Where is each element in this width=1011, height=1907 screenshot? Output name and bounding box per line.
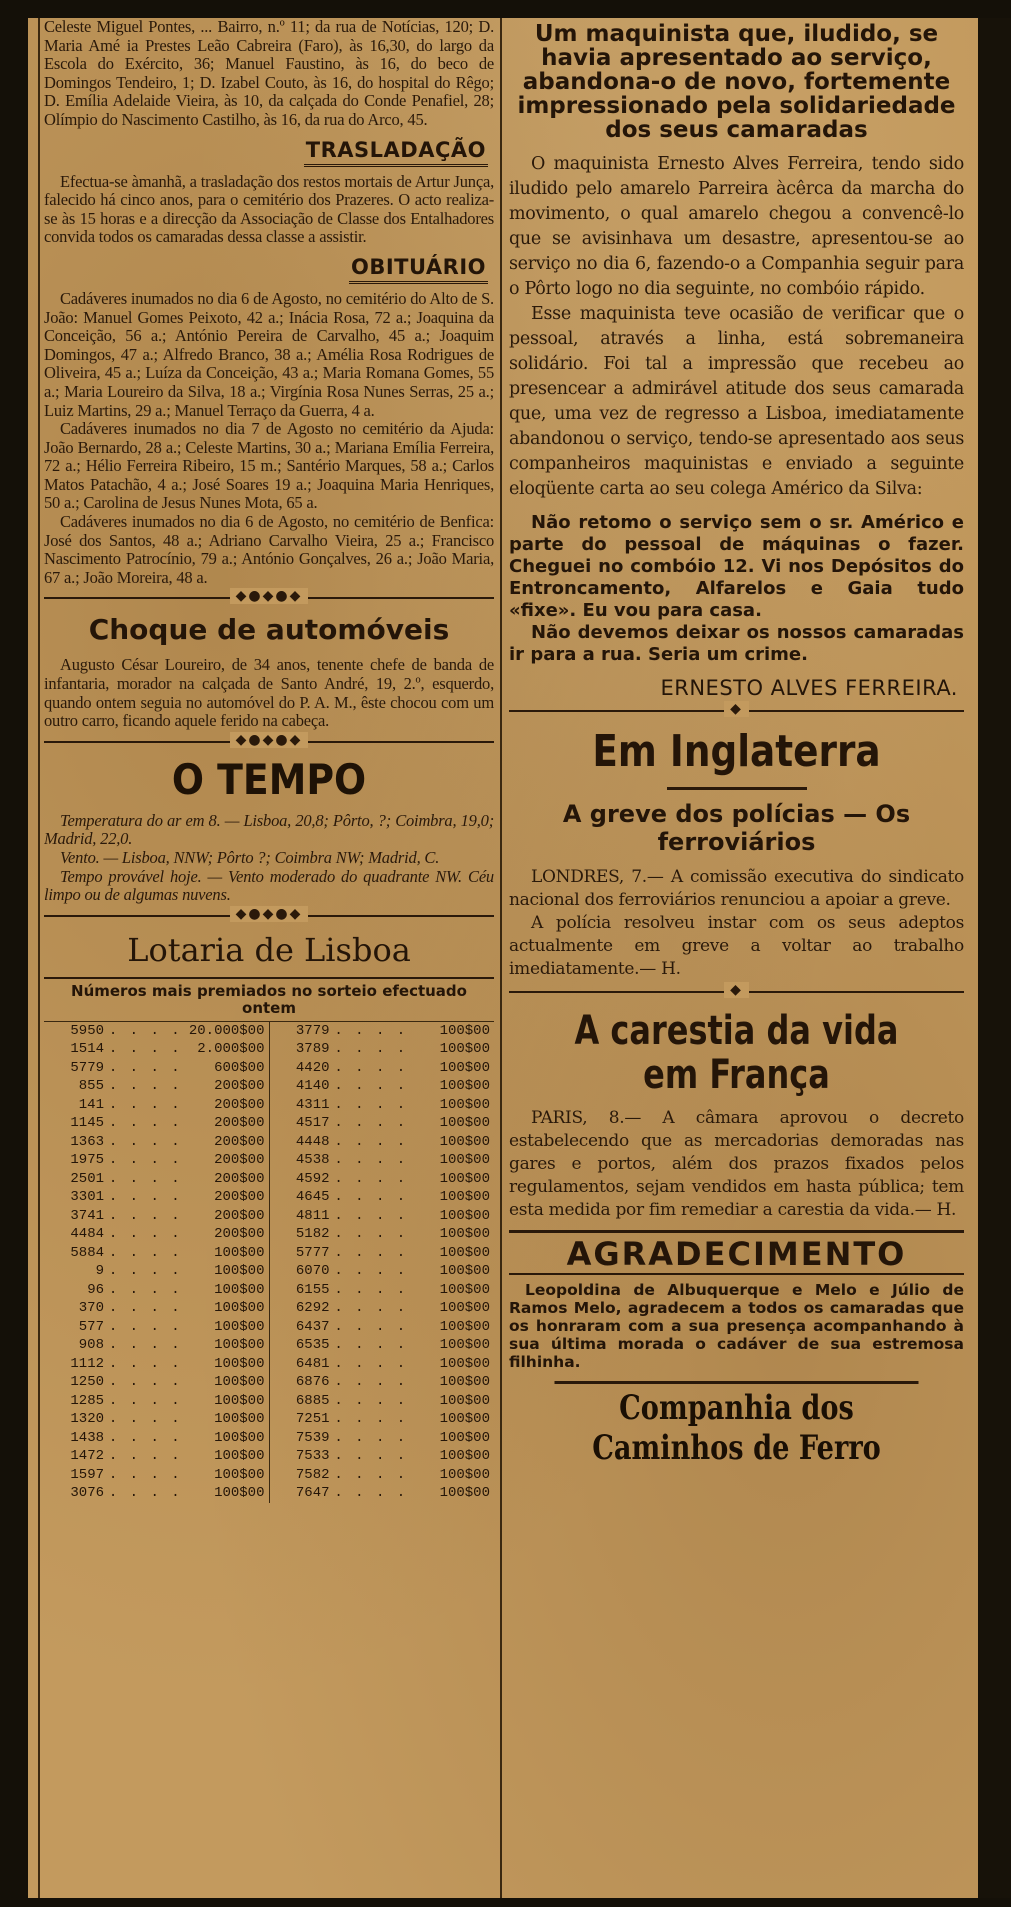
leader-dots: . . . . [108, 1466, 182, 1483]
lottery-number: 4484 [70, 1226, 104, 1243]
lotaria-subtitle: Números mais premiados no sorteio efectuado ontem [44, 977, 494, 1017]
lottery-row [44, 1355, 269, 1374]
leader-dots: . . . . [108, 1337, 182, 1354]
lottery-number: 2501 [70, 1170, 104, 1187]
ornament-divider: ◆●◆●◆ [44, 597, 494, 613]
lottery-prize: 200$00 [214, 1226, 265, 1243]
lottery-prize: 2.000$00 [197, 1041, 265, 1058]
lottery-number: 1250 [70, 1374, 104, 1391]
leader-dots: . . . . [334, 1448, 408, 1465]
lottery-prize: 100$00 [439, 1485, 490, 1502]
leader-dots: . . . . [334, 1318, 408, 1335]
lottery-row [270, 1022, 495, 1041]
lottery-prize: 100$00 [439, 1041, 490, 1058]
lottery-prize: 100$00 [439, 1392, 490, 1409]
leader-dots: . . . . [108, 1485, 182, 1502]
leader-dots: . . . . [108, 1133, 182, 1150]
left-column [44, 18, 494, 1898]
lottery-row [270, 1225, 495, 1244]
lottery-prize: 100$00 [439, 1300, 490, 1317]
leader-dots: . . . . [108, 1281, 182, 1298]
newspaper-clipping [28, 18, 978, 1898]
leader-dots: . . . . [334, 1244, 408, 1261]
lottery-row [44, 1077, 269, 1096]
leader-dots: . . . . [108, 1318, 182, 1335]
leader-dots: . . . . [334, 1096, 408, 1113]
lottery-row [270, 1114, 495, 1133]
lottery-row [270, 1133, 495, 1152]
lottery-row [44, 1059, 269, 1078]
lottery-prize: 200$00 [214, 1207, 265, 1224]
lottery-prize: 100$00 [439, 1189, 490, 1206]
lottery-number: 7539 [295, 1429, 330, 1446]
leader-dots: . . . . [334, 1411, 408, 1428]
lottery-prize: 100$00 [439, 1337, 490, 1354]
lottery-number: 1514 [70, 1041, 104, 1058]
lottery-number: 7647 [295, 1485, 330, 1502]
lottery-prize: 100$00 [439, 1374, 490, 1391]
leader-dots: . . . . [334, 1485, 408, 1502]
leader-dots: . . . . [108, 1152, 182, 1169]
funerals-text: Celeste Miguel Pontes, ... Bairro, n.º 11; da rua de Notícias, 120; D. Maria Amé ia Prestes Leão Cabreira (Faro), às 16,30, do largo da Escola do Exército, 36; Manuel Faustino, às 16, do beco de Domingos Tendeiro, 1; D. Izabel Couto, às 16, do hospital do Rêgo; D. Emília Adelaide Vieira, às 10, da calçada do Conde Penafiel, 28; Olímpio do Nascimento Castilho, às 16, da rua do Arco, 45. [44, 18, 494, 129]
lottery-prize: 100$00 [214, 1411, 265, 1428]
lottery-row [270, 1262, 495, 1281]
lottery-number: 4538 [295, 1152, 330, 1169]
lottery-row [44, 1410, 269, 1429]
leader-dots: . . . . [108, 1244, 182, 1261]
leader-dots: . . . . [334, 1152, 408, 1169]
tempo-wind: Vento. — Lisboa, NNW; Pôrto ?; Coimbra NW; Madrid, C. [60, 848, 440, 867]
ornament-divider: ◆●◆●◆ [44, 741, 494, 757]
tempo-title: O TEMPO [171, 754, 367, 804]
lottery-number: 7251 [295, 1411, 330, 1428]
lottery-prize: 100$00 [439, 1096, 490, 1113]
lottery-row [270, 1373, 495, 1392]
leader-dots: . . . . [108, 1226, 182, 1243]
lottery-prize: 100$00 [214, 1374, 265, 1391]
lottery-number: 4811 [295, 1207, 330, 1224]
leader-dots: . . . . [334, 1337, 408, 1354]
lottery-prize: 100$00 [439, 1152, 490, 1169]
leader-dots: . . . . [108, 1096, 182, 1113]
lottery-row [270, 1244, 495, 1263]
ornament-divider: ◆●◆●◆ [44, 915, 494, 931]
lottery-results-table [44, 1021, 494, 1503]
lottery-number: 1472 [70, 1448, 104, 1465]
leader-dots: . . . . [108, 1189, 182, 1206]
lottery-prize: 100$00 [214, 1355, 265, 1372]
leader-dots: . . . . [108, 1078, 182, 1095]
lottery-row [44, 1151, 269, 1170]
lottery-prize: 100$00 [439, 1115, 490, 1132]
obituary-ajuda: Cadáveres inumados no dia 7 de Agosto no cemitério da Ajuda: João Bernardo, 28 a.; Celeste Martins, 30 a.; Mariana Emília Ferreira, 72 a.; Hélio Ferreira Ribeiro, 15 m.; Santério Marques, 58 a.; Carlos Matos Patachão, 4 a.; José Soares 19 a.; Joaquina Maria Henriques, 50 a.; Carolina de Jesus Nunes Mota, 65 a. [44, 419, 494, 513]
lottery-row [44, 1336, 269, 1355]
lottery-number: 6070 [295, 1263, 330, 1280]
lottery-prize: 100$00 [439, 1133, 490, 1150]
leader-dots: . . . . [334, 1078, 408, 1095]
lottery-number: 7533 [295, 1448, 330, 1465]
lottery-number: 96 [87, 1281, 104, 1298]
greve-headline: A greve dos polícias — Os ferroviários [562, 800, 911, 856]
leader-dots: . . . . [108, 1300, 182, 1317]
tempo-temperature: Temperatura do ar em 8. — Lisboa, 20,8; Pôrto, ?; Coimbra, 19,0; Madrid, 22,0. [44, 810, 494, 849]
scan-margin [978, 18, 1011, 1898]
lottery-row [44, 1429, 269, 1448]
lottery-number: 4140 [295, 1078, 330, 1095]
leader-dots: . . . . [334, 1189, 408, 1206]
lottery-row [44, 1373, 269, 1392]
lottery-row [44, 1188, 269, 1207]
lottery-number: 6481 [295, 1355, 330, 1372]
lottery-number: 5182 [295, 1226, 330, 1243]
lottery-row [44, 1022, 269, 1041]
lottery-number: 6535 [295, 1337, 330, 1354]
lotaria-title: Lotaria de Lisboa [127, 930, 411, 969]
lottery-number: 3779 [295, 1022, 330, 1039]
lottery-row [44, 1281, 269, 1300]
leader-dots: . . . . [334, 1429, 408, 1446]
lottery-prize: 100$00 [214, 1263, 265, 1280]
lottery-row [44, 1484, 269, 1503]
lottery-prize: 100$00 [439, 1170, 490, 1187]
lottery-prize: 100$00 [214, 1392, 265, 1409]
lottery-prize: 200$00 [214, 1133, 265, 1150]
obituary-benfica: Cadáveres inumados no dia 6 de Agosto, no cemitério de Benfica: José dos Santos, 48 a.; Adriano Carvalho Vieira, 25 a.; Francisco Nascimento Patrocínio, 79 a.; António Gonçalves, 26 a.; João Maria, 67 a.; João Moreira, 48 a. [44, 512, 494, 587]
leader-dots: . . . . [334, 1170, 408, 1187]
lottery-number: 577 [78, 1318, 104, 1335]
heading-rule [667, 787, 807, 790]
leader-dots: . . . . [108, 1041, 182, 1058]
leader-dots: . . . . [108, 1263, 182, 1280]
leader-dots: . . . . [108, 1411, 182, 1428]
carestia-text: PARIS, 8.— A câmara aprovou o decreto estabelecendo que as mercadorias demoradas nas gares e portos, além dos prazos fixados pelos regulamentos, sejam vendidos em hasta pública; tem esta medida por fim remediar a carestia da vida.— H. [509, 1108, 964, 1220]
lottery-number: 7582 [295, 1466, 330, 1483]
lottery-prize: 100$00 [439, 1318, 490, 1335]
maquinista-paragraph-1: O maquinista Ernesto Alves Ferreira, tendo sido iludido pelo amarelo Parreira àcêrca da marcha do movimento, o qual amarelo chegou a convencê-lo que se avisinhava um desastre, apresentou-se ao serviço no dia 6, fazendo-o a Companhia seguir para o Pôrto logo no dia seguinte, no combóio rápido. [509, 154, 964, 299]
letter-paragraph-2: Não devemos deixar os nossos camaradas ir para a rua. Seria um crime. [509, 622, 964, 665]
lottery-row [44, 1447, 269, 1466]
lottery-row [270, 1484, 495, 1503]
lottery-row [270, 1410, 495, 1429]
lottery-number: 4517 [295, 1115, 330, 1132]
leader-dots: . . . . [334, 1022, 408, 1039]
leader-dots: . . . . [334, 1392, 408, 1409]
lottery-prize: 100$00 [439, 1022, 490, 1039]
lottery-number: 1320 [70, 1411, 104, 1428]
leader-dots: . . . . [334, 1041, 408, 1058]
lottery-row [270, 1151, 495, 1170]
lottery-row [270, 1170, 495, 1189]
lottery-prize: 100$00 [439, 1244, 490, 1261]
lottery-column-1 [44, 1022, 269, 1503]
maquinista-paragraph-2: Esse maquinista teve ocasião de verificar que o pessoal, através a linha, está sobremaneira solidário. Foi tal a impressão que recebeu ao presencear a admirável atitude dos seus camarada que, uma vez de regresso a Lisboa, imediatamente abandonou o serviço, tendo-se apresentado aos seus companheiros maquinistas e enviado a seguinte eloqüente carta ao seu colega Américo da Silva: [509, 304, 964, 499]
column-divider [500, 18, 502, 1898]
obituary-alto-sao-joao: Cadáveres inumados no dia 6 de Agosto, no cemitério do Alto de S. João: Manuel Gomes Peixoto, 42 a.; Inácia Rosa, 72 a.; Joaquina da Conceição, 56 a.; António Pereira de Carvalho, 45 a.; Joaquim Domingos, 47 a.; Alfredo Branco, 38 a.; Amélia Rosa Rodrigues de Oliveira, 45 a.; Luíza da Conceição, 43 a.; Maria Romana Gomes, 55 a.; Maria Loureiro da Silva, 18 a.; Virgínia Rosa Nunes Serras, 25 a.; Luiz Martins, 29 a.; Manuel Terraço da Guerra, 4 a. [44, 288, 494, 420]
leader-dots: . . . . [108, 1374, 182, 1391]
lottery-row [270, 1059, 495, 1078]
lottery-number: 1363 [70, 1133, 104, 1150]
lottery-number: 5777 [295, 1244, 330, 1261]
leader-dots: . . . . [108, 1429, 182, 1446]
lottery-row [44, 1244, 269, 1263]
greve-paragraph-2: A polícia resolveu instar com os seus adeptos actualmente em greve a voltar ao trabalho imediatamente.— H. [509, 913, 964, 979]
leader-dots: . . . . [108, 1392, 182, 1409]
lottery-prize: 100$00 [439, 1059, 490, 1076]
leader-dots: . . . . [334, 1059, 408, 1076]
lottery-number: 4592 [295, 1170, 330, 1187]
lottery-row [44, 1318, 269, 1337]
lottery-prize: 100$00 [439, 1466, 490, 1483]
lottery-prize: 20.000$00 [188, 1022, 265, 1039]
lottery-number: 6292 [295, 1300, 330, 1317]
ornament-divider: ◆ [509, 710, 964, 726]
lottery-row [270, 1392, 495, 1411]
lottery-row [270, 1299, 495, 1318]
lottery-number: 908 [78, 1337, 104, 1354]
leader-dots: . . . . [108, 1059, 182, 1076]
lottery-number: 5950 [70, 1022, 104, 1039]
leader-dots: . . . . [108, 1448, 182, 1465]
trasladacao-heading: TRASLADAÇÃO [304, 138, 488, 167]
lottery-row [44, 1114, 269, 1133]
lottery-number: 1597 [70, 1466, 104, 1483]
lottery-prize: 200$00 [214, 1115, 265, 1132]
lottery-prize: 100$00 [214, 1485, 265, 1502]
lottery-prize: 200$00 [214, 1189, 265, 1206]
lottery-row [270, 1318, 495, 1337]
letter-signature: ERNESTO ALVES FERREIRA. [660, 676, 958, 700]
lottery-prize: 200$00 [214, 1170, 265, 1187]
greve-paragraph-1: LONDRES, 7.— A comissão executiva do sindicato nacional dos ferroviários renunciou a apoiar a greve. [509, 867, 964, 910]
lottery-prize: 100$00 [214, 1244, 265, 1261]
lottery-number: 6876 [295, 1374, 330, 1391]
leader-dots: . . . . [334, 1115, 408, 1132]
lottery-prize: 100$00 [214, 1466, 265, 1483]
lottery-number: 4448 [295, 1133, 330, 1150]
lottery-row [44, 1392, 269, 1411]
lottery-row [44, 1040, 269, 1059]
leader-dots: . . . . [334, 1133, 408, 1150]
lottery-prize: 200$00 [214, 1152, 265, 1169]
leader-dots: . . . . [108, 1170, 182, 1187]
lottery-number: 1975 [70, 1152, 104, 1169]
lottery-number: 5779 [70, 1059, 104, 1076]
lottery-prize: 100$00 [439, 1263, 490, 1280]
lottery-prize: 100$00 [439, 1429, 490, 1446]
maquinista-headline: Um maquinista que, iludido, se havia apresentado ao serviço, abandona-o de novo, fortemente impressionado pela solidariedade dos seus camaradas [517, 21, 956, 143]
lottery-prize: 100$00 [439, 1448, 490, 1465]
lottery-number: 1145 [70, 1115, 104, 1132]
lottery-number: 855 [78, 1078, 104, 1095]
lottery-row [44, 1262, 269, 1281]
carestia-title: A carestia da vida em França [574, 1008, 899, 1098]
left-border-rule [38, 18, 40, 1898]
lottery-row [44, 1096, 269, 1115]
choque-text: Augusto César Loureiro, de 34 anos, tenente chefe de banda de infantaria, morador na calçada de Santo André, 19, 2.º, esquerdo, quando ontem seguia no automóvel do P. A. M., êste chocou com um outro carro, ficando aquele ferido na cabeça. [44, 655, 494, 731]
ornament-divider: ◆ [509, 991, 964, 1007]
tempo-forecast: Tempo provável hoje. — Vento moderado do quadrante NW. Céu limpo ou de algumas nuvens. [44, 866, 494, 905]
leader-dots: . . . . [108, 1115, 182, 1132]
lottery-prize: 100$00 [439, 1281, 490, 1298]
lottery-number: 6155 [295, 1281, 330, 1298]
lottery-number: 3789 [295, 1041, 330, 1058]
obituario-heading: OBITUÁRIO [349, 255, 488, 284]
lottery-prize: 100$00 [439, 1226, 490, 1243]
lottery-row [270, 1077, 495, 1096]
lottery-row [270, 1096, 495, 1115]
lottery-row [44, 1207, 269, 1226]
lottery-row [270, 1336, 495, 1355]
leader-dots: . . . . [108, 1355, 182, 1372]
lottery-prize: 100$00 [214, 1337, 265, 1354]
lottery-prize: 200$00 [214, 1096, 265, 1113]
leader-dots: . . . . [334, 1207, 408, 1224]
leader-dots: . . . . [108, 1022, 182, 1039]
lottery-prize: 100$00 [439, 1078, 490, 1095]
companhia-title: Companhia dos Caminhos de Ferro [555, 1381, 919, 1468]
lottery-prize: 100$00 [214, 1318, 265, 1335]
leader-dots: . . . . [334, 1374, 408, 1391]
lottery-row [270, 1040, 495, 1059]
lottery-number: 4645 [295, 1189, 330, 1206]
lottery-prize: 200$00 [214, 1078, 265, 1095]
lottery-row [270, 1429, 495, 1448]
lottery-number: 9 [95, 1263, 104, 1280]
lottery-row [270, 1355, 495, 1374]
lottery-number: 141 [78, 1096, 104, 1113]
lottery-prize: 100$00 [214, 1448, 265, 1465]
lottery-number: 4420 [295, 1059, 330, 1076]
lottery-column-2 [269, 1022, 495, 1503]
lottery-row [270, 1281, 495, 1300]
lottery-prize: 100$00 [214, 1281, 265, 1298]
lottery-number: 370 [78, 1300, 104, 1317]
leader-dots: . . . . [108, 1207, 182, 1224]
lottery-number: 1112 [70, 1355, 104, 1372]
lottery-number: 4311 [295, 1096, 330, 1113]
leader-dots: . . . . [334, 1281, 408, 1298]
lottery-prize: 100$00 [214, 1429, 265, 1446]
lottery-row [44, 1466, 269, 1485]
lottery-number: 6437 [295, 1318, 330, 1335]
lottery-number: 1285 [70, 1392, 104, 1409]
leader-dots: . . . . [334, 1300, 408, 1317]
leader-dots: . . . . [334, 1263, 408, 1280]
lottery-number: 3301 [70, 1189, 104, 1206]
lottery-row [44, 1225, 269, 1244]
right-column [509, 18, 964, 1898]
lottery-number: 1438 [70, 1429, 104, 1446]
lottery-prize: 600$00 [214, 1059, 265, 1076]
lottery-number: 3741 [70, 1207, 104, 1224]
lottery-row [44, 1299, 269, 1318]
agradecimento-title: AGRADECIMENTO [509, 1230, 964, 1275]
lottery-row [270, 1207, 495, 1226]
inglaterra-title: Em Inglaterra [592, 726, 881, 777]
lottery-row [270, 1466, 495, 1485]
lottery-row [270, 1447, 495, 1466]
lottery-row [270, 1188, 495, 1207]
lottery-prize: 100$00 [439, 1355, 490, 1372]
agradecimento-text: Leopoldina de Albuquerque e Melo e Júlio de Ramos Melo, agradecem a todos os camaradas que os honraram com a sua presença acompanhando à sua última morada o cadáver de sua estremosa filhinha. [509, 1281, 964, 1371]
lottery-number: 3076 [70, 1485, 104, 1502]
lottery-prize: 100$00 [439, 1207, 490, 1224]
leader-dots: . . . . [334, 1466, 408, 1483]
trasladacao-text: Efectua-se àmanhã, a trasladação dos restos mortais de Artur Junça, falecido há cinco anos, para o cemitério dos Prazeres. O acto realiza-se às 15 horas e a direcção da Associação de Classe dos Entalhadores convida todos os camaradas dessa classe a assistir. [44, 171, 494, 247]
lottery-number: 6885 [295, 1392, 330, 1409]
lottery-row [44, 1133, 269, 1152]
leader-dots: . . . . [334, 1355, 408, 1372]
lottery-row [44, 1170, 269, 1189]
lottery-prize: 100$00 [214, 1300, 265, 1317]
lottery-prize: 100$00 [439, 1411, 490, 1428]
choque-title: Choque de automóveis [88, 613, 450, 647]
leader-dots: . . . . [334, 1226, 408, 1243]
lottery-number: 5884 [70, 1244, 104, 1261]
letter-paragraph-1: Não retomo o serviço sem o sr. Américo e parte do pessoal de máquinas o fazer. Cheguei no combóio 12. Vi nos Depósitos do Entroncamento, Alfarelos e Gaia tudo «fixe». Eu vou para casa. [509, 512, 964, 621]
